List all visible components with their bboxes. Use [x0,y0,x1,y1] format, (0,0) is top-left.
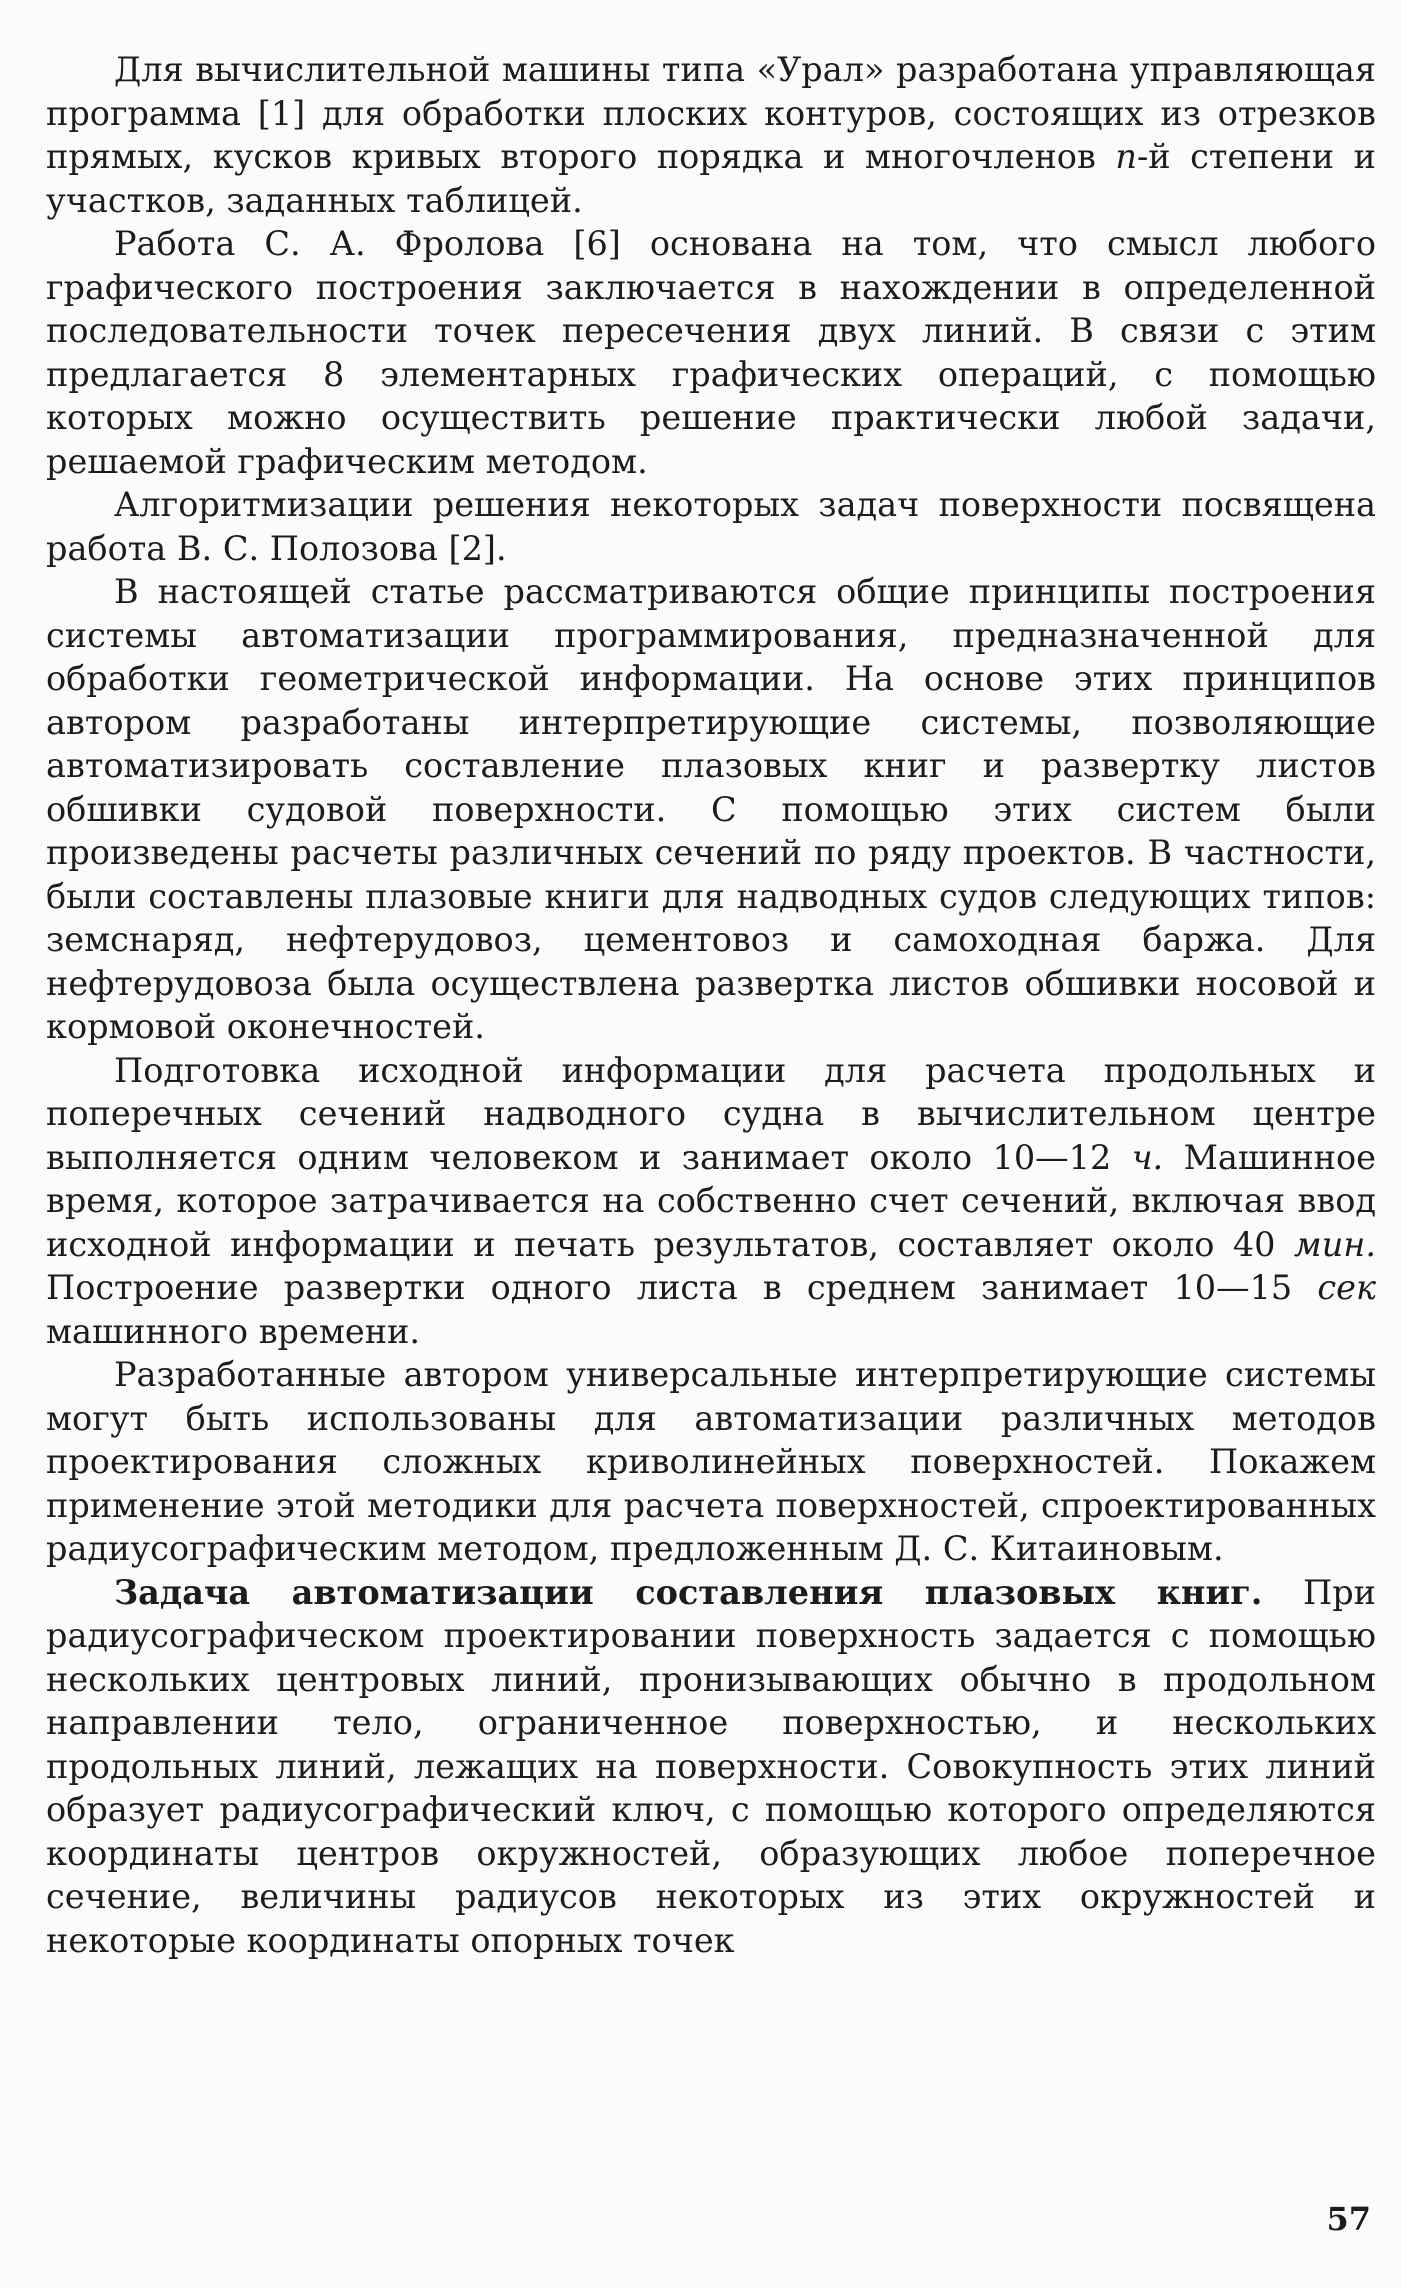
paragraph-1 [46,48,1376,222]
paragraph-4: В настоящей статье рассматриваются общие принципы построения системы автоматизации программирования, предназначенной для обработки геометрической информации. На основе этих принципов автором разработаны интерпретирующие системы, позволяющие автоматизировать составление плазовых книг и развертку листов обшивки судовой поверхности. С помощью этих систем были произведены расчеты различных сечений по ряду проектов. В частности, были составлены плазовые книги для надводных судов следующих типов: земснаряд, нефтерудовоз, цементовоз и самоходная баржа. Для нефтерудовоза была осуществлена развертка листов обшивки носовой и кормовой оконечностей. [46,572,1376,1046]
paragraph-1-tail: -й степени и участков, заданных таблицей. [46,137,1376,220]
unit-minutes: мин. [1293,1224,1376,1264]
paragraph-3: Алгоритмизации решения некоторых задач поверхности посвящена работа В. С. Полозова [2]. [46,485,1376,568]
paragraph-2: Работа С. А. Фролова [6] основана на том, что смысл любого графического построения заключается в нахождении в определенной последовательности точек пересечения двух линий. В связи с этим предлагается 8 элементарных графических операций, с помощью которых можно осуществить решение практически любой задачи, решаемой графическим методом. [46,224,1376,481]
unit-seconds: сек [1317,1268,1376,1307]
paragraph-5 [46,1049,1376,1354]
paragraph-1-text: Для вычислительной машины типа «Урал» разработана управляющая программа [1] для обработки плоских контуров, состоящих из отрезков прямых, кусков кривых второго порядка и многочленов [46,50,1376,176]
paragraph-5-part-c: Построение развертки одного листа в среднем занимает 10—15 [46,1268,1318,1307]
paragraph-5-part-d: машинного времени. [46,1311,421,1351]
unit-hours: ч. [1131,1137,1164,1177]
paragraph-1-italic: n [1115,137,1137,176]
section-heading: Задача автоматизации составления плазовых книг. [114,1572,1263,1612]
body-text [46,48,1376,1962]
paragraph-7 [46,1571,1376,1963]
paragraph-5-part-a: Подготовка исходной информации для расчета продольных и поперечных сечений надводного судна в вычислительном центре выполняется одним человеком и занимает около 10—12 [46,1050,1376,1177]
paragraph-6: Разработанные автором универсальные интерпретирующие системы могут быть использованы для автоматизации различных методов проектирования сложных криволинейных поверхностей. Покажем применение этой методики для расчета поверхностей, спроектированных радиусографическим методом, предложенным Д. С. Китаиновым. [46,1355,1376,1568]
page-number: 57 [1326,2200,1371,2238]
paragraph-7-text: При радиусографическом проектировании поверхность задается с помощью нескольких центровых линий, пронизывающих обычно в продольном направлении тело, ограниченное поверхностью, и нескольких продольных линий, лежащих на поверхности. Совокупность этих линий образует радиусографический ключ, с помощью которого определяются координаты центров окружностей, образующих любое поперечное сечение, величины радиусов некоторых из этих окружностей и некоторые координаты опорных точек [46,1572,1376,1960]
paragraph-5-part-b: Машинное время, которое затрачивается на собственно счет сечений, включая ввод исходной информации и печать результатов, составляет около 40 [46,1137,1376,1264]
